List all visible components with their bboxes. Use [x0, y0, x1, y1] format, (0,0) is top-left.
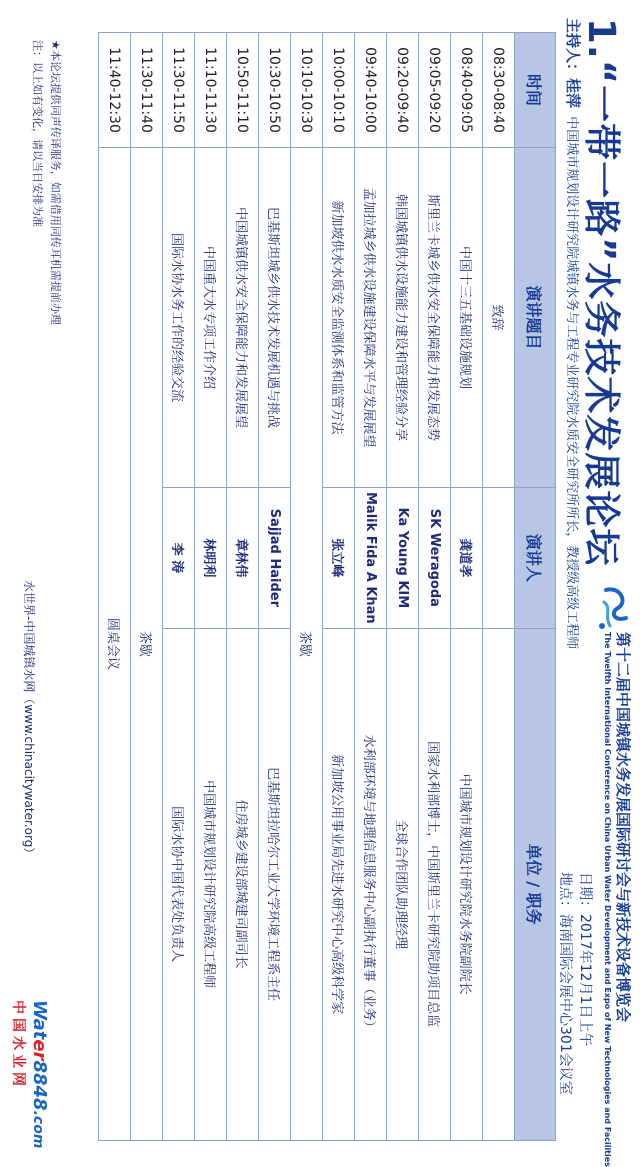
- row-topic: 巴基斯坦城乡供水技术发展机遇与挑战: [259, 148, 291, 488]
- conference-logo-icon: [594, 582, 634, 634]
- row-merged: 茶歇: [131, 148, 163, 1141]
- row-unit: [483, 628, 515, 1140]
- watermark-cn: 中国水业网: [10, 1000, 26, 1090]
- table-row: [419, 33, 451, 1141]
- table-row: [195, 33, 227, 1141]
- table-row-break: [131, 33, 163, 1141]
- row-speaker: Sajjad Haider: [259, 488, 291, 629]
- host-name: 桂萍: [564, 78, 582, 109]
- table-row: [323, 33, 355, 1141]
- row-time: 10:10-10:30: [291, 33, 323, 148]
- row-topic: 中国城镇供水安全保障能力和发展展望: [227, 148, 259, 488]
- row-unit: 巴基斯坦拉哈尔工业大学环境工程系主任: [259, 628, 291, 1140]
- row-merged: 圆桌会议: [99, 148, 131, 1141]
- row-speaker: 李 涛: [163, 488, 195, 629]
- row-time: 09:20-09:40: [387, 33, 419, 148]
- watermark-domain: .com: [30, 1110, 46, 1149]
- note-changes: 注：以上如有变化，请以当日安排为准: [31, 40, 44, 227]
- row-topic: 国际水协水务工作的经验交流: [163, 148, 195, 488]
- note-interpretation: ★本论坛提供同声传译服务，如需借用同传耳机需提前办理: [49, 40, 62, 325]
- row-speaker: Malik Fida A Khan: [355, 488, 387, 629]
- row-unit: 水利部环境与地理信息服务中心副执行董事（业务）: [355, 628, 387, 1140]
- row-time: 09:40-10:00: [355, 33, 387, 148]
- row-topic: 中国十三五基础设施规划: [451, 148, 483, 488]
- row-time: 08:40-09:05: [451, 33, 483, 148]
- table-row: [163, 33, 195, 1141]
- row-topic: 孟加拉城乡供水设施建设保障水平与发展展望: [355, 148, 387, 488]
- header-speaker: 演讲人: [515, 488, 556, 629]
- host-title: 中国城市规划设计研究院城镇水务与工程专业研究院水质安全研究所所长，教授级高级工程师: [564, 116, 579, 650]
- table-row: [483, 33, 515, 1141]
- row-speaker: 张立峰: [323, 488, 355, 629]
- row-time: 11:40-12:30: [99, 33, 131, 148]
- row-speaker: 龚道孝: [451, 488, 483, 629]
- header-time: 时间: [515, 33, 556, 148]
- row-unit: 国际水协中国代表处负责人: [163, 628, 195, 1140]
- table-row: [259, 33, 291, 1141]
- row-unit: 全球合作团队助理经理: [387, 628, 419, 1140]
- table-header-row: [515, 33, 556, 1141]
- row-merged: 茶歇: [291, 148, 323, 1141]
- watermark-num: 8848: [29, 1060, 50, 1111]
- row-time: 11:10-11:30: [195, 33, 227, 148]
- watermark-er: er: [29, 1039, 50, 1061]
- row-unit: 新加坡公用事业局先进水研究中心高级科学家: [323, 628, 355, 1140]
- row-topic: 新加坡供水水质安全监测体系和监管方法: [323, 148, 355, 488]
- row-topic: 韩国城镇供水设施能力建设和管理经验分享: [387, 148, 419, 488]
- row-speaker: [483, 488, 515, 629]
- row-unit: 中国城市规划设计研究院水务院副院长: [451, 628, 483, 1140]
- row-unit: 中国城市规划设计研究院高级工程师: [195, 628, 227, 1140]
- watermark-brand: [29, 1000, 50, 1148]
- row-topic: 致辞: [483, 148, 515, 488]
- row-unit: 国家水利部博士，中国斯里兰卡研究院助项目总监: [419, 628, 451, 1140]
- table-row: [387, 33, 419, 1141]
- row-topic: 斯里兰卡城乡供水安全保障能力和发展态势: [419, 148, 451, 488]
- watermark-logo: [9, 1000, 50, 1148]
- table-row: [355, 33, 387, 1141]
- row-time: 08:30-08:40: [483, 33, 515, 148]
- table-row-break: [291, 33, 323, 1141]
- row-speaker: 林明利: [195, 488, 227, 629]
- row-time: 11:30-11:50: [163, 33, 195, 148]
- row-speaker: SK Weragoda: [419, 488, 451, 629]
- row-time: 10:50-11:10: [227, 33, 259, 148]
- row-time: 10:00-10:10: [323, 33, 355, 148]
- row-time: 09:05-09:20: [419, 33, 451, 148]
- row-speaker: Ka Young KIM: [387, 488, 419, 629]
- event-date: 日期：2017年12月1日上午: [577, 872, 593, 1047]
- row-time: 11:30-11:40: [131, 33, 163, 148]
- row-time: 10:30-10:50: [259, 33, 291, 148]
- conference-name-cn: 第十二届中国城镇水务发展国际研讨会与新技术设备博览会: [614, 632, 632, 1023]
- schedule-table: [98, 32, 556, 1141]
- host-label: 主持人：: [564, 18, 582, 79]
- host-line: [563, 18, 584, 649]
- row-unit: 住房城乡建设部城建司副司长: [227, 628, 259, 1140]
- table-row-roundtable: [99, 33, 131, 1141]
- table-row: [451, 33, 483, 1141]
- conference-name-en: The Twelfth International Conference on China Urban Water Development and Expo of New Technologies and Facilities: [603, 632, 612, 1167]
- table-row: [227, 33, 259, 1141]
- footer-source: 水世界-中国城镇水网（www.chinacitywater.org）: [22, 580, 36, 860]
- page-title: 1.“一带一路”水务技术发展论坛: [580, 18, 623, 567]
- event-venue: 地点：海南国际会展中心301会议室: [557, 872, 573, 1095]
- watermark-wat: Wat: [29, 1000, 50, 1040]
- row-speaker: 章林伟: [227, 488, 259, 629]
- header-unit: 单位 / 职务: [515, 628, 556, 1140]
- row-topic: 中国重大水专项工作介绍: [195, 148, 227, 488]
- header-topic: 演讲题目: [515, 148, 556, 488]
